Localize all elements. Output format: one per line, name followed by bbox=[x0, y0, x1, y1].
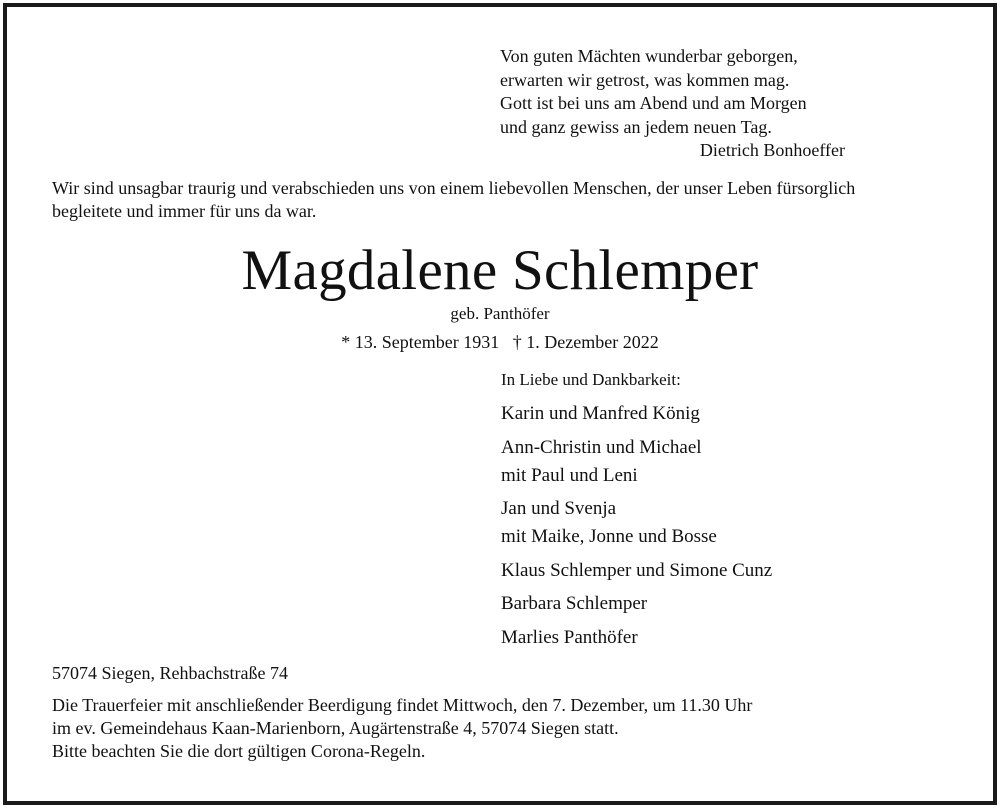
ceremony-line: im ev. Gemeindehaus Kaan-Marienborn, Augärtenstraße 4, 57074 Siegen statt. bbox=[52, 718, 619, 738]
poem-quote bbox=[500, 45, 845, 163]
mourner-line: mit Paul und Leni bbox=[501, 464, 638, 486]
mourner-line: Klaus Schlemper und Simone Cunz bbox=[501, 559, 773, 581]
intro-line: Wir sind unsagbar traurig und verabschieden uns von einem liebevollen Menschen, der unser Leben fürsorglich bbox=[52, 178, 856, 198]
mourner-group bbox=[501, 624, 921, 652]
mourners-list bbox=[501, 400, 921, 657]
mourner-group bbox=[501, 434, 921, 490]
mourners-heading: In Liebe und Dankbarkeit: bbox=[501, 370, 681, 389]
ceremony-line: Bitte beachten Sie die dort gültigen Corona-Regeln. bbox=[52, 741, 426, 761]
poem-line: Gott ist bei uns am Abend und am Morgen bbox=[500, 93, 807, 113]
poem-line: Von guten Mächten wunderbar geborgen, bbox=[500, 46, 798, 66]
mourner-line: mit Maike, Jonne und Bosse bbox=[501, 526, 717, 547]
mourner-line: Jan und Svenja bbox=[501, 498, 617, 519]
mourner-group bbox=[501, 557, 921, 585]
deceased-name: Magdalene Schlemper bbox=[241, 239, 759, 302]
family-address: 57074 Siegen, Rehbachstraße 74 bbox=[52, 663, 288, 683]
mourner-line: Ann-Christin und Michael bbox=[501, 436, 702, 458]
poem-author: Dietrich Bonhoeffer bbox=[699, 140, 845, 160]
poem-line: erwarten wir getrost, was kommen mag. bbox=[500, 69, 790, 90]
mourner-line: Barbara Schlemper bbox=[501, 593, 648, 614]
intro-line: begleitete und immer für uns da war. bbox=[52, 201, 317, 221]
ceremony-info bbox=[52, 694, 952, 763]
mourner-line: Karin und Manfred König bbox=[501, 403, 700, 424]
maiden-name: geb. Panthöfer bbox=[450, 304, 550, 323]
ceremony-line: Die Trauerfeier mit anschließender Beerdigung findet Mittwoch, den 7. Dezember, um 11.30 Uhr bbox=[52, 695, 753, 715]
poem-line: und ganz gewiss an jedem neuen Tag. bbox=[500, 116, 772, 137]
mourner-group bbox=[501, 590, 921, 618]
intro-text bbox=[52, 177, 952, 223]
mourner-line: Marlies Panthöfer bbox=[501, 626, 638, 648]
mourner-group bbox=[501, 495, 921, 551]
mourner-group bbox=[501, 400, 921, 428]
life-dates: * 13. September 1931 † 1. Dezember 2022 bbox=[341, 332, 659, 352]
